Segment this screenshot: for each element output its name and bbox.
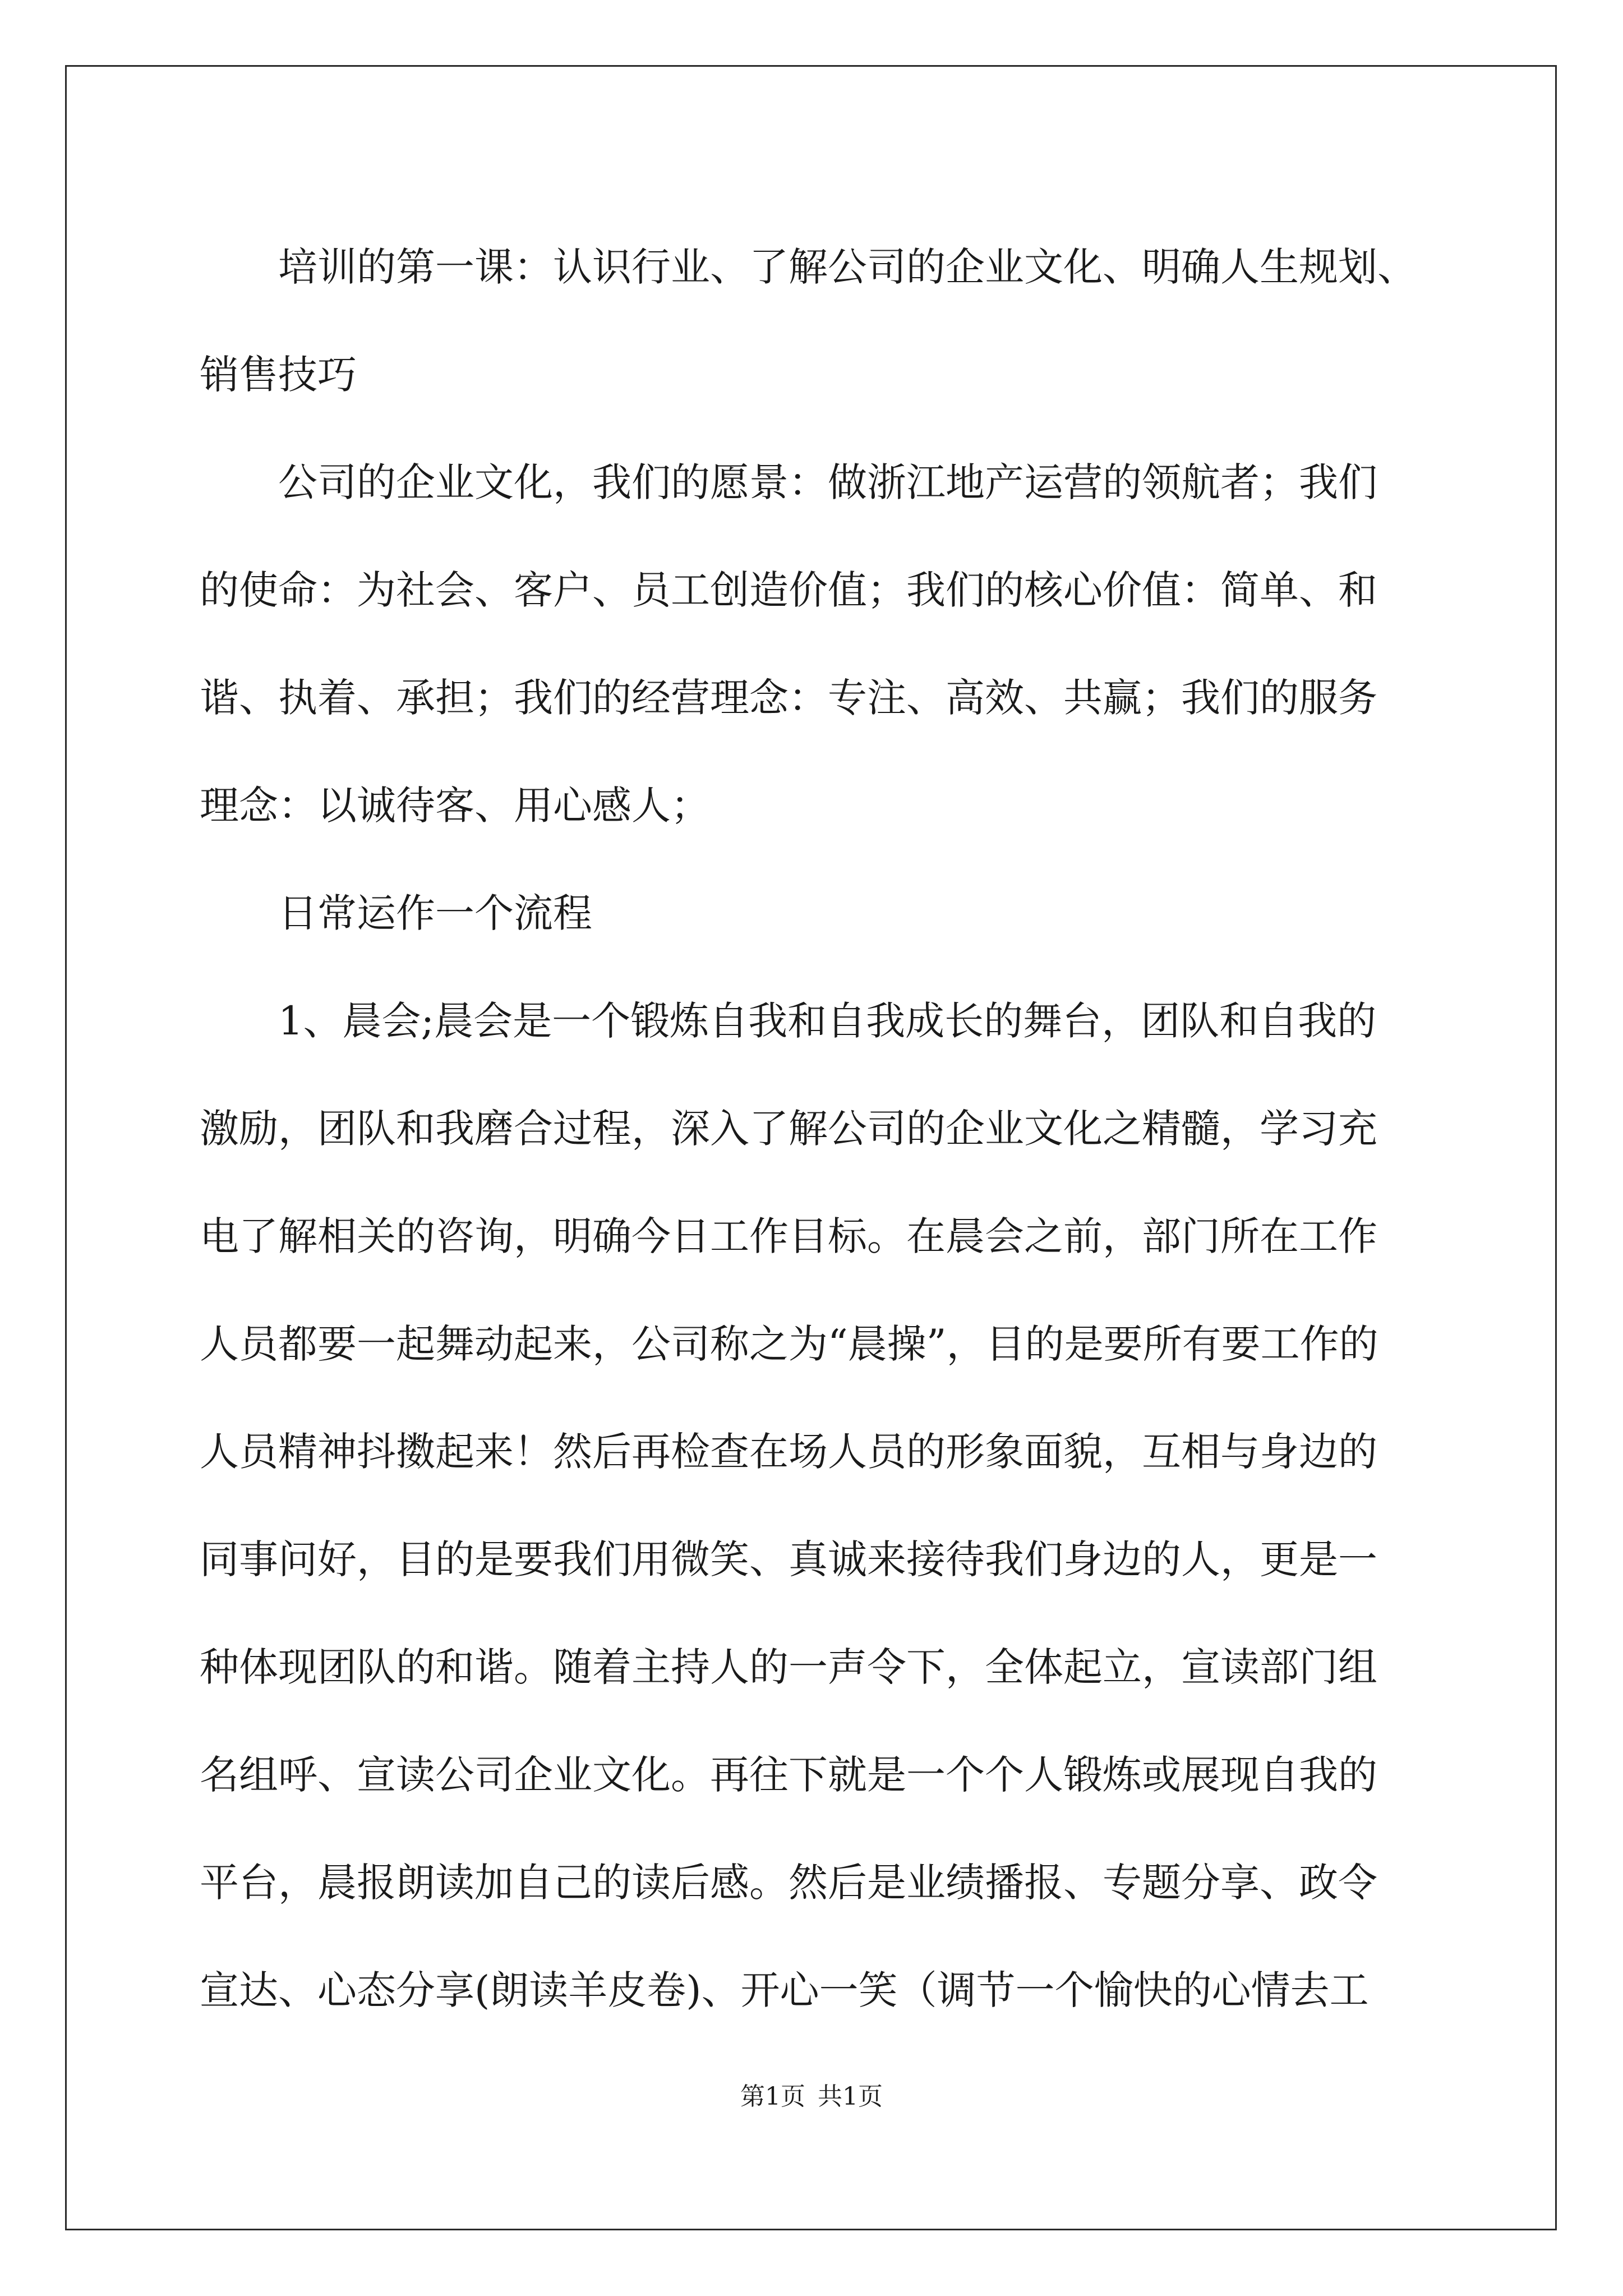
- text-line: 培训的第一课：认识行业、了解公司的企业文化、明确人生规划、: [278, 244, 1417, 290]
- text-line: 日常运作一个流程: [278, 890, 592, 936]
- text-line: 人员精神抖擞起来！然后再检查在场人员的形象面貌，互相与身边的: [200, 1429, 1377, 1475]
- text-line: 销售技巧: [200, 352, 357, 398]
- text-line: 理念：以诚待客、用心感人；: [200, 783, 710, 829]
- text-line: 公司的企业文化，我们的愿景：做浙江地产运营的领航者；我们: [278, 459, 1377, 505]
- text-line: 名组呼、宣读公司企业文化。再往下就是一个个人锻炼或展现自我的: [200, 1752, 1377, 1798]
- text-line: 电了解相关的咨询，明确今日工作目标。在晨会之前，部门所在工作: [200, 1213, 1377, 1259]
- page-number: 第1页 共1页: [740, 2082, 883, 2111]
- document-body: [200, 213, 1439, 2044]
- text-line: 的使命：为社会、客户、员工创造价值；我们的核心价值：简单、和: [200, 567, 1377, 613]
- text-line: 谐、执着、承担；我们的经营理念：专注、高效、共赢；我们的服务: [200, 675, 1377, 721]
- text-line: 人员都要一起舞动起来，公司称之为“晨操”，目的是要所有要工作的: [200, 1321, 1378, 1367]
- text-line: 1、晨会;晨会是一个锻炼自我和自我成长的舞台，团队和自我的: [278, 998, 1377, 1044]
- text-line: 激励，团队和我磨合过程，深入了解公司的企业文化之精髓，学习充: [200, 1106, 1377, 1152]
- text-line: 同事问好，目的是要我们用微笑、真诚来接待我们身边的人，更是一: [200, 1536, 1377, 1582]
- text-line: 平台，晨报朗读加自己的读后感。然后是业绩播报、专题分享、政令: [200, 1860, 1377, 1906]
- text-line: 宣达、心态分享(朗读羊皮卷)、开心一笑（调节一个愉快的心情去工: [200, 1967, 1369, 2013]
- text-line: 种体现团队的和谐。随着主持人的一声令下，全体起立，宣读部门组: [200, 1644, 1377, 1690]
- page-footer: [0, 2080, 1623, 2114]
